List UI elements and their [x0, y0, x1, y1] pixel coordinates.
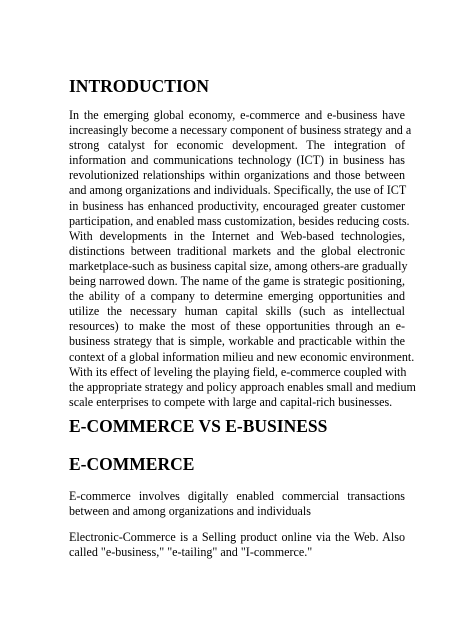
paragraph-line: In the emerging global economy, e-commerce and e-business have	[69, 108, 405, 122]
paragraph-line: between and among organizations and individuals	[69, 504, 311, 519]
introduction-heading: INTRODUCTION	[69, 76, 210, 96]
paragraph-line: With its effect of leveling the playing field, e-commerce coupled with	[69, 364, 407, 379]
paragraph-line: and among organizations and individuals. Specifically, the use of ICT	[69, 183, 407, 198]
paragraph-line: strong catalyst for economic development. The integration of	[69, 138, 405, 153]
paragraph-line: being narrowed down. The name of the game is strategic positioning,	[69, 274, 405, 289]
paragraph-line: participation, and enabled mass customization, besides reducing costs.	[69, 213, 410, 228]
paragraph-line: revolutionized relationships within organizations and those between	[69, 168, 405, 183]
paragraph-line: E-commerce involves digitally enabled commercial transactions	[69, 489, 405, 503]
paragraph-line: Electronic-Commerce is a Selling product online via the Web. Also	[69, 530, 405, 544]
paragraph-line: resources) to make the most of these opportunities through an e-	[69, 319, 405, 334]
paragraph-line: business strategy that is simple, workable and practicable within the	[69, 334, 405, 349]
paragraph-line: scale enterprises to compete with large and capital-rich businesses.	[69, 394, 393, 409]
paragraph-line: marketplace-such as business capital size, among others-are gradually	[69, 258, 408, 273]
paragraph-line: utilize the necessary human capital skills (such as intellectual	[69, 304, 405, 319]
ecommerce-definition-paragraph	[69, 489, 405, 519]
electronic-commerce-paragraph	[69, 530, 405, 560]
introduction-paragraph	[69, 108, 416, 410]
paragraph-line: information and communications technology (ICT) in business has	[69, 153, 405, 168]
paragraph-line: With developments in the Internet and Web-based technologies,	[69, 228, 405, 243]
ecommerce-heading: E-COMMERCE	[69, 454, 195, 474]
ecommerce-vs-ebusiness-heading: E-COMMERCE VS E-BUSINESS	[69, 416, 328, 436]
paragraph-line: context of a global information milieu and new economic environment.	[69, 349, 415, 364]
paragraph-line: the appropriate strategy and policy approach enables small and medium	[69, 379, 416, 394]
paragraph-line: called "e-business," "e-tailing" and "I-commerce."	[69, 545, 313, 560]
paragraph-line: the ability of a company to determine emerging opportunities and	[69, 289, 405, 304]
paragraph-line: in business has enhanced productivity, encouraged greater customer	[69, 198, 405, 213]
paragraph-line: distinctions between traditional markets and the global electronic	[69, 243, 405, 258]
paragraph-line: increasingly become a necessary component of business strategy and a	[69, 123, 412, 138]
